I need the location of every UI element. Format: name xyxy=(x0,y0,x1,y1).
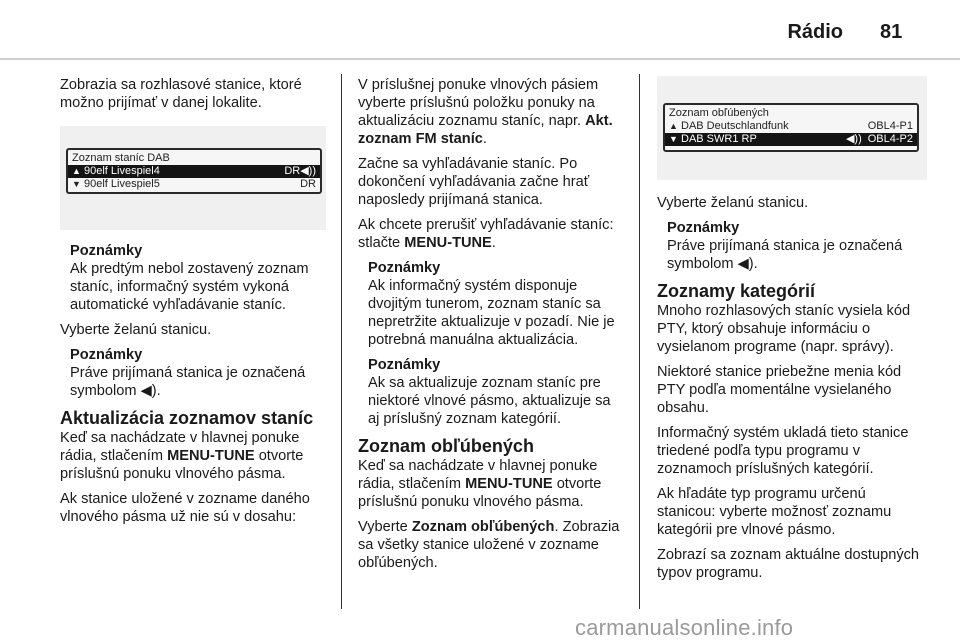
station-row-selected xyxy=(665,133,917,146)
paragraph: Ak stanice uložené v zozname daného vlnového pásma už nie sú v dosahu: xyxy=(60,491,310,525)
favorites-list-display xyxy=(663,103,919,152)
screen-title: Zoznam staníc DAB xyxy=(72,152,170,164)
column-2 xyxy=(358,76,624,579)
note-block xyxy=(667,219,927,273)
paragraph: Ak chcete prerušiť vyhľadávanie staníc: stlačte MENU-TUNE. xyxy=(358,217,614,251)
page-number: 81 xyxy=(880,21,903,43)
paragraph: Keď sa nachádzate v hlavnej ponuke rádia, stlačením MENU-TUNE otvorte príslušnú ponuku vlnového pásma. xyxy=(358,458,602,510)
note-text: Ak sa aktualizuje zoznam staníc pre niektoré vlnové pásmo, aktualizuje sa aj príslušný zoznam kategórií. xyxy=(368,375,611,427)
section-heading-favorites: Zoznam obľúbených xyxy=(358,436,534,456)
intro-paragraph: Zobrazia sa rozhlasové stanice, ktoré možno prijímať v danej lokalite. xyxy=(60,77,302,111)
column-1 xyxy=(60,76,326,533)
arrow-up-icon: ▲ xyxy=(72,166,81,176)
arrow-down-icon: ▼ xyxy=(669,134,678,144)
speaker-icon: ◀)) xyxy=(845,133,862,145)
note-title: Poznámky xyxy=(70,347,143,363)
note-title: Poznámky xyxy=(368,260,441,276)
note-block xyxy=(368,356,624,428)
section-heading-update: Aktualizácia zoznamov staníc xyxy=(60,408,314,428)
note-text: Ak informačný systém disponuje dvojitým tunerom, zoznam staníc sa nepretržite aktualizuje v pozadí. Nie je potrebná manuálna aktualizácia. xyxy=(368,278,615,348)
footer-watermark: carmanualsonline.info xyxy=(575,615,794,640)
paragraph: Vyberte Zoznam obľúbených. Zobrazia sa všetky stanice uložené v zozname obľúbených. xyxy=(358,519,620,571)
paragraph: V príslušnej ponuke vlnových pásiem vyberte príslušnú položku ponuky na aktualizáciu zoznamu staníc, napr. Akt. zoznam FM staníc. xyxy=(358,77,613,147)
station-tag: DR xyxy=(300,178,316,190)
arrow-down-icon: ▼ xyxy=(72,179,81,189)
paragraph: Mnoho rozhlasových staníc vysiela kód PTY, ktorý obsahuje informáciu o vysielanom programe (napr. správy). xyxy=(657,303,911,355)
note-block xyxy=(70,242,326,314)
note-block xyxy=(368,259,624,349)
section-heading-categories: Zoznamy kategórií xyxy=(657,281,816,301)
station-tag: DR xyxy=(284,165,301,177)
screen-title: Zoznam obľúbených xyxy=(669,107,769,119)
page-header-title: Rádio xyxy=(787,21,843,43)
note-title: Poznámky xyxy=(667,220,740,236)
column-divider-2 xyxy=(639,74,640,609)
note-block xyxy=(70,346,326,400)
paragraph: Vyberte želanú stanicu. xyxy=(60,322,212,338)
station-row-selected xyxy=(68,165,320,178)
favorites-screenshot xyxy=(657,76,927,180)
dab-station-list-display xyxy=(66,148,322,194)
station-name: DAB Deutschlandfunk xyxy=(681,120,789,132)
station-list-screenshot xyxy=(60,126,326,230)
paragraph: Zobrazí sa zoznam aktuálne dostupných typov programu. xyxy=(657,547,920,581)
station-tag: OBL4-P1 xyxy=(867,120,913,132)
station-tag: OBL4-P2 xyxy=(867,133,913,145)
paragraph: Keď sa nachádzate v hlavnej ponuke rádia, stlačením MENU-TUNE otvorte príslušnú ponuku vlnového pásma. xyxy=(60,430,304,482)
station-name: 90elf Livespiel5 xyxy=(84,178,160,190)
station-row xyxy=(68,178,320,191)
paragraph: Niektoré stanice priebežne menia kód PTY podľa momentálne vysielaného obsahu. xyxy=(657,364,902,416)
column-3 xyxy=(657,76,927,589)
note-text: Ak predtým nebol zostavený zoznam staníc, informačný systém vykoná automatické vyhľadávanie staníc. xyxy=(70,261,309,313)
note-title: Poznámky xyxy=(70,243,143,259)
paragraph: Vyberte želanú stanicu. xyxy=(657,195,809,211)
note-text: Práve prijímaná stanica je označená symbolom ◀). xyxy=(667,238,903,272)
paragraph: Informačný systém ukladá tieto stanice triedené podľa typu programu v zoznamoch príslušných kategórií. xyxy=(657,425,909,477)
header-divider xyxy=(0,58,960,60)
note-title: Poznámky xyxy=(368,357,441,373)
paragraph: Začne sa vyhľadávanie staníc. Po dokončení vyhľadávania začne hrať naposledy prijímaná stanica. xyxy=(358,156,590,208)
arrow-up-icon: ▲ xyxy=(669,121,678,131)
station-name: 90elf Livespiel4 xyxy=(84,165,160,177)
station-row xyxy=(665,120,917,133)
station-name: DAB SWR1 RP xyxy=(681,133,757,145)
note-text: Práve prijímaná stanica je označená symbolom ◀). xyxy=(70,365,306,399)
paragraph: Ak hľadáte typ programu určenú stanicou: vyberte možnosť zoznamu kategórii pre vlnové pásmo. xyxy=(657,486,892,538)
column-divider-1 xyxy=(341,74,342,609)
speaker-icon: ◀)) xyxy=(300,165,316,177)
